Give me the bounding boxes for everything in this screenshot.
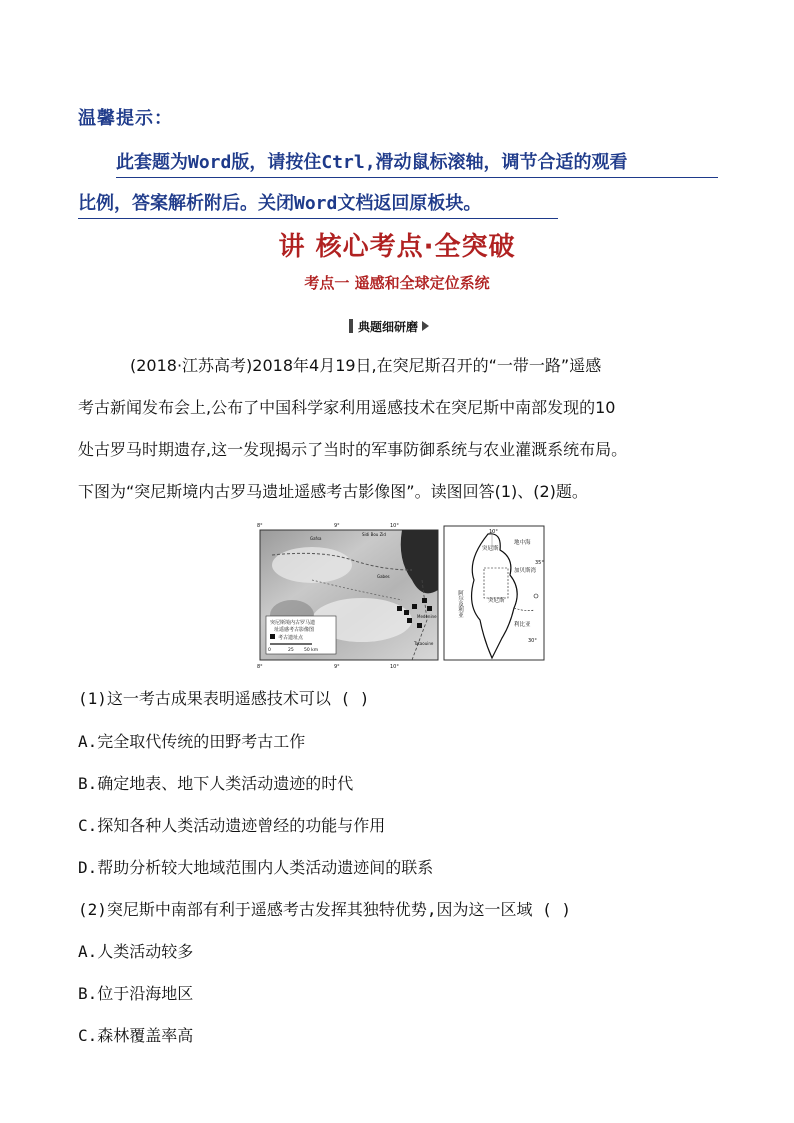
legend-title: 突尼斯境内古罗马遗 [270, 620, 316, 626]
inset-label-algeria: 阿尔及利亚 [457, 590, 463, 618]
banner-arrow-icon [422, 321, 429, 331]
inset-label-sea: 地中海 [514, 540, 531, 546]
lon-label: 9° [334, 664, 340, 670]
scale-label: 0 [268, 648, 271, 653]
passage-line-1: (2018·江苏高考)2018年4月19日,在突尼斯召开的“一带一路”遥感 [130, 356, 602, 375]
q2-option-c: C.森林覆盖率高 [78, 1026, 194, 1045]
inset-map [444, 526, 544, 660]
inset-label-tunisia: 突尼斯 [488, 598, 505, 604]
lon-label: 9° [334, 523, 340, 529]
banner-label: 典题细研磨 [358, 319, 419, 334]
site-marker [412, 604, 417, 609]
inset-label-tunis-city: 突尼斯 [482, 546, 499, 552]
legend-site-label: 考古遗址点 [278, 635, 304, 641]
inset-lon-label: 10° [489, 529, 498, 535]
example-banner [349, 317, 429, 335]
place-label: Gafsa [310, 536, 322, 541]
q1-option-a: A.完全取代传统的田野考古工作 [78, 732, 306, 751]
banner-bar-icon [349, 319, 353, 333]
inset-label-gabes: 加贝斯湾 [514, 568, 537, 574]
legend-title: 址遥感考古影像图 [274, 627, 315, 633]
q2-option-b: B.位于沿海地区 [78, 984, 194, 1003]
q2-option-a: A.人类活动较多 [78, 942, 194, 961]
chapter-title: 讲 核心考点·全突破 [278, 232, 516, 262]
site-marker [404, 610, 409, 615]
inset-lat-label: 30° [528, 638, 537, 644]
place-label: Gabes [377, 574, 390, 579]
site-marker [422, 598, 427, 603]
q1-option-c: C.探知各种人类活动遗迹曾经的功能与作用 [78, 816, 386, 835]
place-label: Tataouine [414, 641, 434, 646]
scale-label: 25 [288, 648, 294, 653]
passage-line-2: 考古新闻发布会上,公布了中国科学家利用遥感技术在突尼斯中南部发现的10 [78, 398, 616, 417]
lon-label: 10° [390, 664, 399, 670]
site-marker [397, 606, 402, 611]
site-marker [417, 623, 422, 628]
site-marker [427, 606, 432, 611]
tip-line-1: 此套题为Word版，请按住Ctrl,滑动鼠标滚轴，调节合适的观看 [116, 148, 718, 178]
q1-stem: (1)这一考古成果表明遥感技术可以 ( ) [78, 689, 370, 708]
remote-sensing-map [252, 520, 546, 670]
inset-lat-label: 35° [535, 560, 544, 566]
site-marker [407, 618, 412, 623]
inset-label-libya: 利比亚 [514, 622, 531, 628]
place-label: Medenine [417, 614, 437, 619]
tip-line-2: 比例，答案解析附后。关闭Word文档返回原板块。 [78, 189, 558, 219]
section-title: 考点一 遥感和全球定位系统 [304, 274, 490, 292]
q1-option-d: D.帮助分析较大地域范围内人类活动遗迹间的联系 [78, 858, 434, 877]
passage-line-3: 处古罗马时期遗存,这一发现揭示了当时的军事防御系统与农业灌溉系统布局。 [78, 440, 628, 459]
q2-stem: (2)突尼斯中南部有利于遥感考古发挥其独特优势,因为这一区域 ( ) [78, 900, 572, 919]
passage-line-4: 下图为“突尼斯境内古罗马遗址遥感考古影像图”。读图回答(1)、(2)题。 [78, 482, 588, 501]
legend-site-icon [270, 634, 275, 639]
lon-label: 10° [390, 523, 399, 529]
passage [78, 345, 718, 513]
lon-label: 8° [257, 523, 263, 529]
tip-heading: 温馨提示： [78, 108, 173, 129]
place-label: Sidi Bou Zid [362, 532, 386, 537]
q1-option-b: B.确定地表、地下人类活动遗迹的时代 [78, 774, 354, 793]
satellite-map [257, 523, 438, 670]
scale-label: 50 km [304, 648, 319, 653]
lon-label: 8° [257, 664, 263, 670]
